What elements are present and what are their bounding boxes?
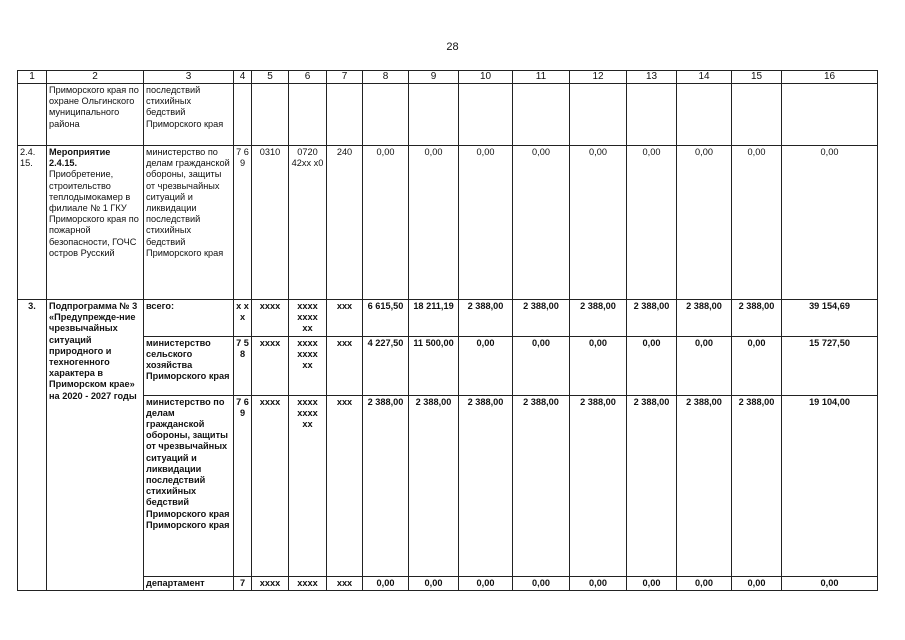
budget-table bbox=[17, 70, 878, 591]
measure-desc: Приобретение, строительство теплодымокамер в филиале № 1 ГКУ Приморского края по пожарной безопасности, ГОЧС остров Русский bbox=[49, 169, 139, 258]
cell-csr: хххх bbox=[289, 576, 327, 590]
cell-2023: 0,00 bbox=[513, 576, 570, 590]
cell-2023: 0,00 bbox=[513, 146, 570, 300]
cell-2026: 0,00 bbox=[677, 576, 732, 590]
cell-2025: 0,00 bbox=[627, 576, 677, 590]
cell-grbs: 7 bbox=[234, 576, 252, 590]
table-row bbox=[18, 146, 878, 300]
cell-2025: 0,00 bbox=[627, 146, 677, 300]
page-number: 28 bbox=[446, 41, 459, 53]
cell-empty bbox=[732, 84, 782, 146]
cell-2021: 0,00 bbox=[409, 576, 459, 590]
column-header: 9 bbox=[409, 71, 459, 84]
cell-empty bbox=[289, 84, 327, 146]
cell-2026: 2 388,00 bbox=[677, 395, 732, 576]
cell-2027: 0,00 bbox=[732, 336, 782, 395]
cell-csr: хххх хххх хх bbox=[289, 336, 327, 395]
cell-total: 39 154,69 bbox=[782, 300, 878, 337]
cell-2026: 2 388,00 bbox=[677, 300, 732, 337]
column-header: 1 bbox=[18, 71, 47, 84]
cell-csr: 0720 42хх х0 bbox=[289, 146, 327, 300]
table-row bbox=[18, 84, 878, 146]
cell-empty bbox=[363, 84, 409, 146]
column-header: 12 bbox=[570, 71, 627, 84]
cell-rzpr: хххх bbox=[252, 336, 289, 395]
cell-grbs: 7 6 9 bbox=[234, 146, 252, 300]
cell-2027: 2 388,00 bbox=[732, 300, 782, 337]
cell-2024: 2 388,00 bbox=[570, 300, 627, 337]
cell-num: 3. bbox=[18, 300, 47, 591]
cell-2022: 2 388,00 bbox=[459, 395, 513, 576]
cell-executor: министерство по делам гражданской обороны, защиты от чрезвычайных ситуаций и ликвидации последствий стихийных бедствий Приморского края Приморского края bbox=[144, 395, 234, 576]
column-header: 8 bbox=[363, 71, 409, 84]
cell-executor: министерство сельского хозяйства Приморского края bbox=[144, 336, 234, 395]
cell-name: Приморского края по охране Ольгинского муниципального района bbox=[47, 84, 144, 146]
cell-2026: 0,00 bbox=[677, 336, 732, 395]
table-row bbox=[18, 395, 878, 576]
cell-empty bbox=[677, 84, 732, 146]
cell-2021: 11 500,00 bbox=[409, 336, 459, 395]
cell-2024: 0,00 bbox=[570, 576, 627, 590]
column-header: 2 bbox=[47, 71, 144, 84]
cell-grbs: 7 6 9 bbox=[234, 395, 252, 576]
cell-grbs: 7 5 8 bbox=[234, 336, 252, 395]
cell-empty bbox=[627, 84, 677, 146]
cell-2020: 6 615,50 bbox=[363, 300, 409, 337]
cell-2024: 2 388,00 bbox=[570, 395, 627, 576]
cell-2022: 0,00 bbox=[459, 336, 513, 395]
cell-num bbox=[18, 84, 47, 146]
cell-2024: 0,00 bbox=[570, 146, 627, 300]
column-header: 16 bbox=[782, 71, 878, 84]
table-row bbox=[18, 300, 878, 337]
cell-num: 2.4. 15. bbox=[18, 146, 47, 300]
cell-total: 0,00 bbox=[782, 146, 878, 300]
column-header: 10 bbox=[459, 71, 513, 84]
cell-2021: 18 211,19 bbox=[409, 300, 459, 337]
column-header: 15 bbox=[732, 71, 782, 84]
cell-name bbox=[47, 146, 144, 300]
cell-2027: 0,00 bbox=[732, 576, 782, 590]
cell-2020: 2 388,00 bbox=[363, 395, 409, 576]
column-header: 7 bbox=[327, 71, 363, 84]
cell-2023: 2 388,00 bbox=[513, 395, 570, 576]
cell-2025: 2 388,00 bbox=[627, 300, 677, 337]
cell-2022: 0,00 bbox=[459, 146, 513, 300]
cell-grbs: х х х bbox=[234, 300, 252, 337]
cell-2024: 0,00 bbox=[570, 336, 627, 395]
cell-total: 15 727,50 bbox=[782, 336, 878, 395]
column-header: 4 bbox=[234, 71, 252, 84]
column-header: 11 bbox=[513, 71, 570, 84]
cell-vr: ххх bbox=[327, 336, 363, 395]
cell-2027: 2 388,00 bbox=[732, 395, 782, 576]
column-header: 13 bbox=[627, 71, 677, 84]
cell-empty bbox=[409, 84, 459, 146]
cell-empty bbox=[782, 84, 878, 146]
cell-2022: 2 388,00 bbox=[459, 300, 513, 337]
measure-title: Мероприятие 2.4.15. bbox=[49, 147, 111, 169]
cell-rzpr: хххх bbox=[252, 576, 289, 590]
cell-vr: ххх bbox=[327, 300, 363, 337]
table-row bbox=[18, 336, 878, 395]
cell-2026: 0,00 bbox=[677, 146, 732, 300]
cell-csr: хххх хххх хх bbox=[289, 395, 327, 576]
cell-executor: последствий стихийных бедствий Приморского края bbox=[144, 84, 234, 146]
column-header: 14 bbox=[677, 71, 732, 84]
cell-vr: 240 bbox=[327, 146, 363, 300]
cell-csr: хххх хххх хх bbox=[289, 300, 327, 337]
column-number-row bbox=[18, 71, 878, 84]
cell-2020: 0,00 bbox=[363, 576, 409, 590]
cell-rzpr: 0310 bbox=[252, 146, 289, 300]
cell-name: Подпрограмма № 3 «Предупрежде-ние чрезвычайных ситуаций природного и техногенного характера в Приморском крае» на 2020 - 2027 годы bbox=[47, 300, 144, 591]
cell-vr: ххх bbox=[327, 395, 363, 576]
cell-2020: 0,00 bbox=[363, 146, 409, 300]
cell-2027: 0,00 bbox=[732, 146, 782, 300]
cell-empty bbox=[570, 84, 627, 146]
cell-rzpr: хххх bbox=[252, 395, 289, 576]
cell-2021: 2 388,00 bbox=[409, 395, 459, 576]
cell-executor: министерство по делам гражданской обороны, защиты от чрезвычайных ситуаций и ликвидации последствий стихийных бедствий Приморского края bbox=[144, 146, 234, 300]
cell-total: 19 104,00 bbox=[782, 395, 878, 576]
cell-executor: всего: bbox=[144, 300, 234, 337]
cell-2023: 0,00 bbox=[513, 336, 570, 395]
cell-vr: ххх bbox=[327, 576, 363, 590]
cell-empty bbox=[327, 84, 363, 146]
column-header: 3 bbox=[144, 71, 234, 84]
cell-2021: 0,00 bbox=[409, 146, 459, 300]
cell-executor: департамент bbox=[144, 576, 234, 590]
cell-2023: 2 388,00 bbox=[513, 300, 570, 337]
cell-2022: 0,00 bbox=[459, 576, 513, 590]
cell-2025: 2 388,00 bbox=[627, 395, 677, 576]
cell-empty bbox=[234, 84, 252, 146]
table-row bbox=[18, 576, 878, 590]
cell-total: 0,00 bbox=[782, 576, 878, 590]
cell-empty bbox=[459, 84, 513, 146]
cell-rzpr: хххх bbox=[252, 300, 289, 337]
cell-empty bbox=[513, 84, 570, 146]
cell-2025: 0,00 bbox=[627, 336, 677, 395]
cell-2020: 4 227,50 bbox=[363, 336, 409, 395]
column-header: 5 bbox=[252, 71, 289, 84]
cell-empty bbox=[252, 84, 289, 146]
column-header: 6 bbox=[289, 71, 327, 84]
